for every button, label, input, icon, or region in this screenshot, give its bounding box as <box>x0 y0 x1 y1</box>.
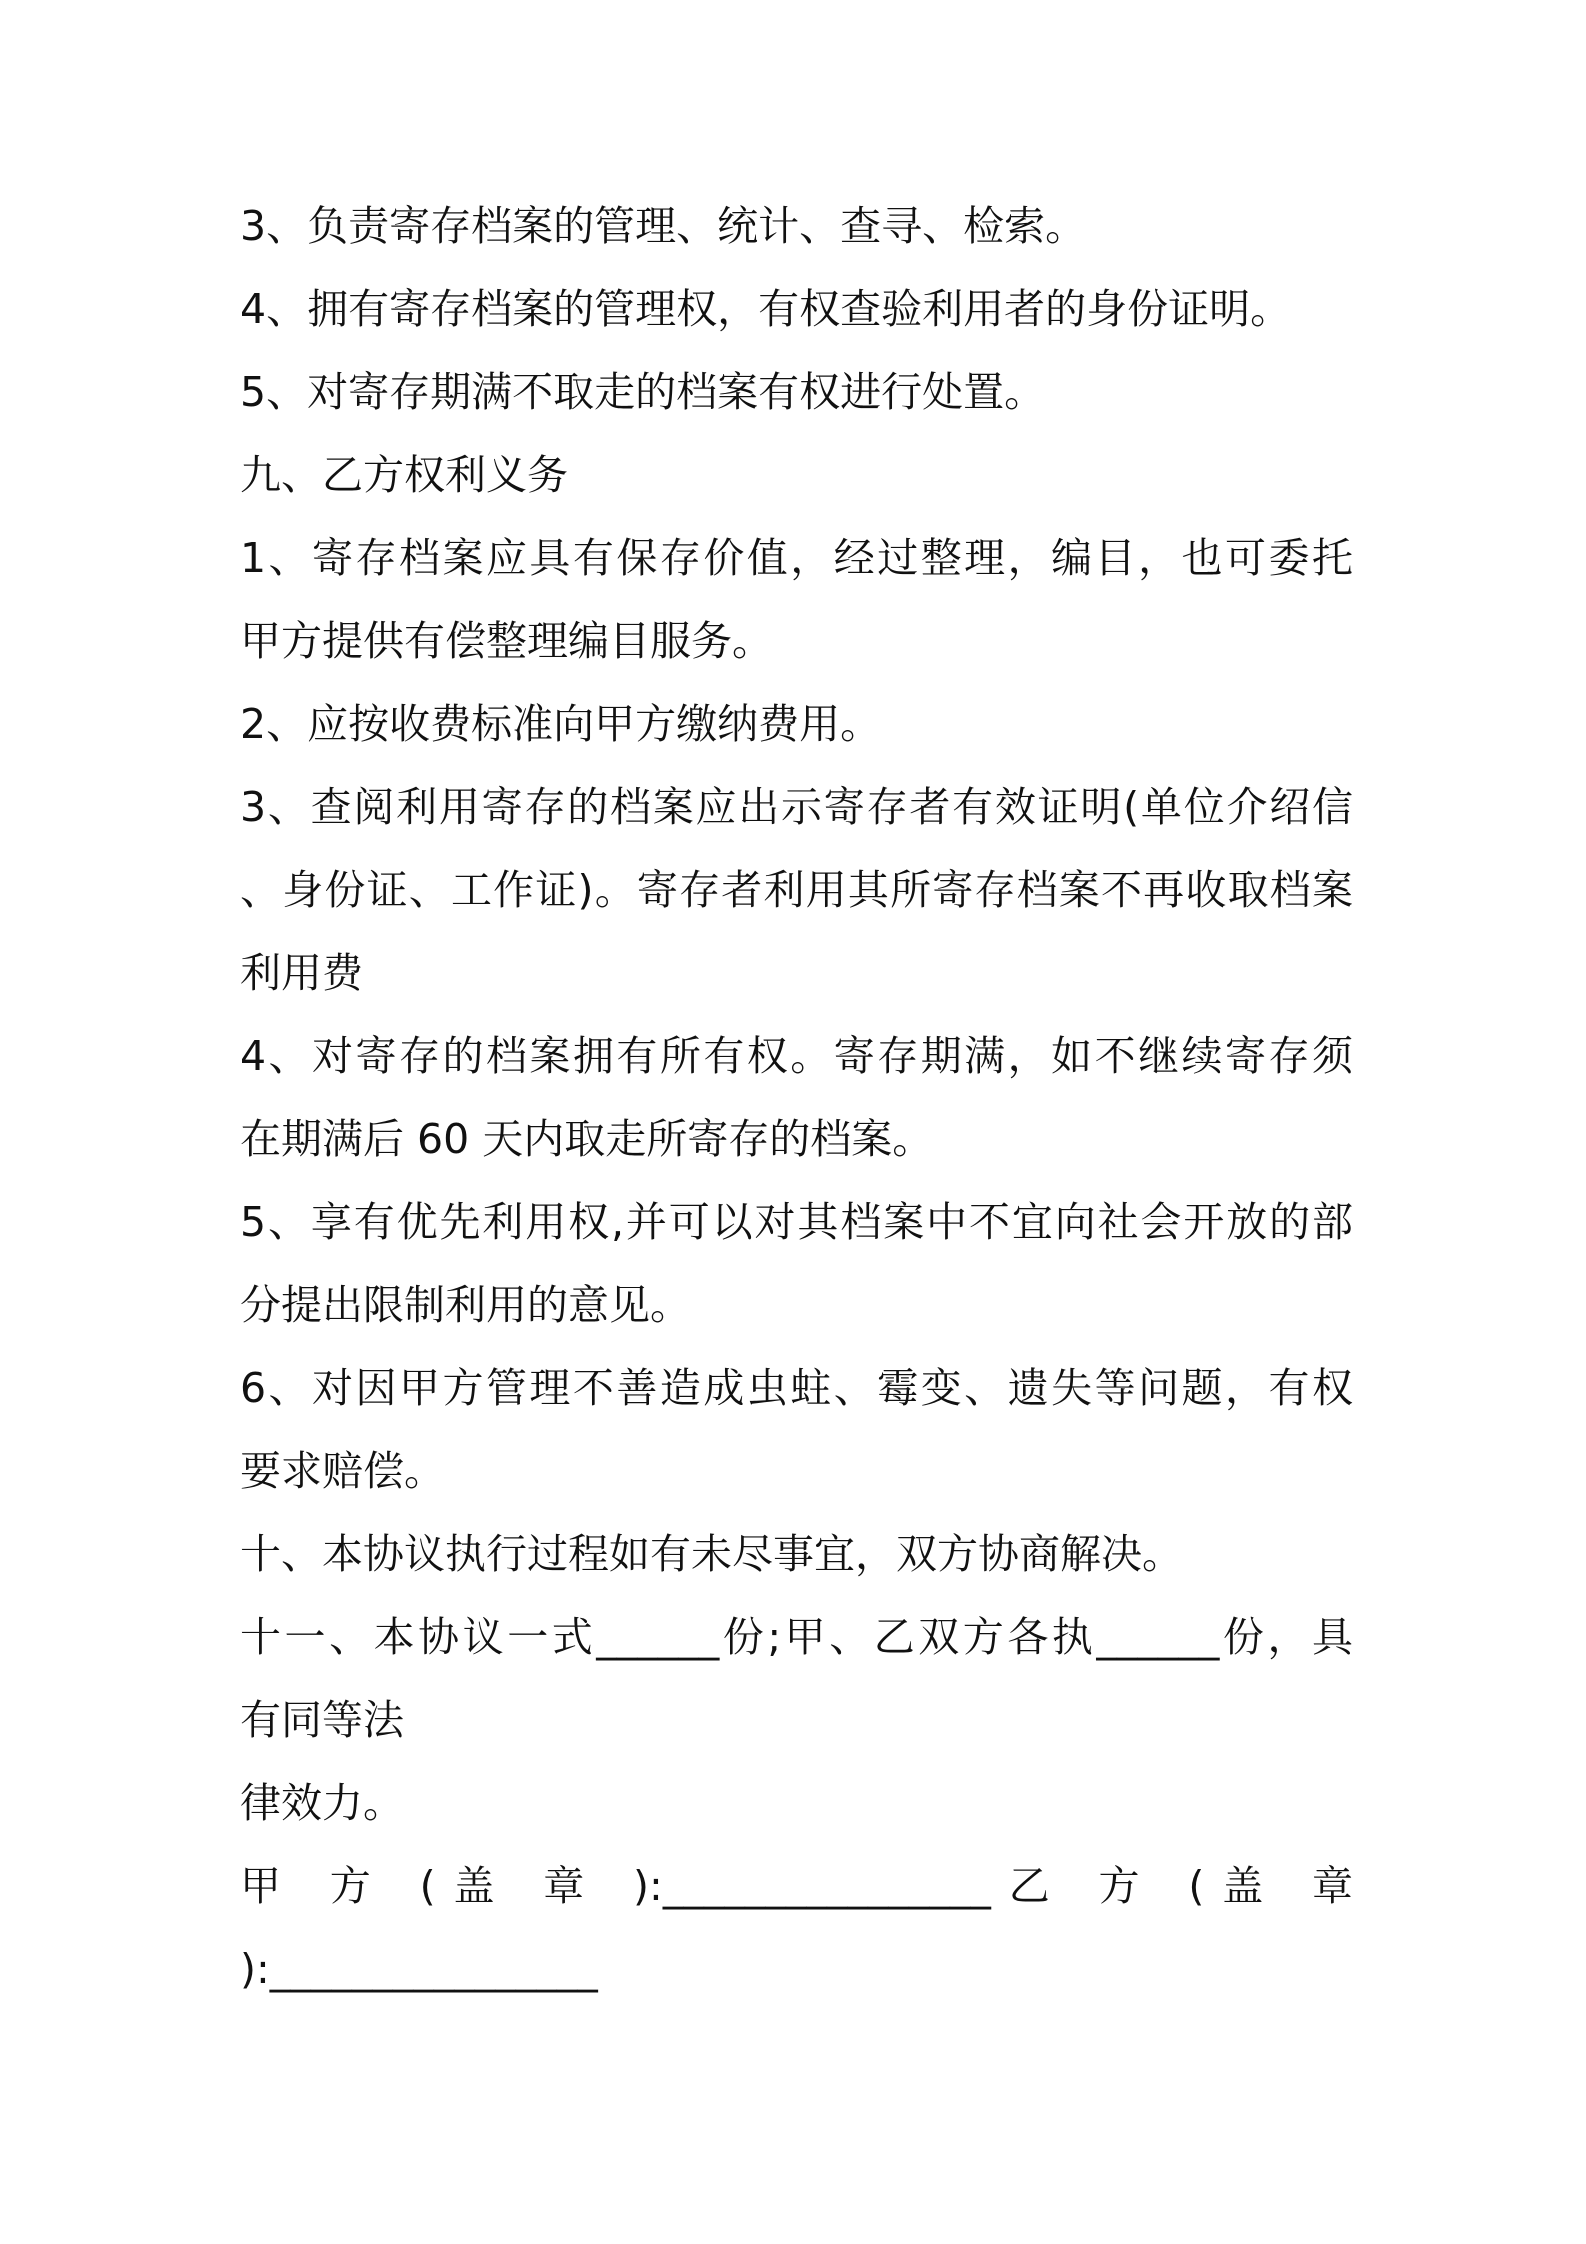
section-heading-9: 九、乙方权利义务 <box>240 451 568 499</box>
section-heading-10: 十、本协议执行过程如有未尽事宜，双方协商解决。 <box>240 1530 1183 1578</box>
text-line-20: 律效力。 <box>240 1779 404 1827</box>
text-line-11: 4、对寄存的档案拥有所有权。寄存期满，如不继续寄存须 <box>240 1032 1353 1080</box>
text-line-10: 利用费 <box>240 949 363 997</box>
text-line-9: 、身份证、工作证)。寄存者利用其所寄存档案不再收取档案 <box>240 866 1353 914</box>
text-line-3: 5、对寄存期满不取走的档案有权进行处置。 <box>240 368 1046 416</box>
signature-line-party-b: ):________________ <box>240 1945 598 1993</box>
text-line-1: 3、负责寄存档案的管理、统计、查寻、检索。 <box>240 202 1087 250</box>
text-line-8: 3、查阅利用寄存的档案应出示寄存者有效证明(单位介绍信 <box>240 783 1353 831</box>
text-line-12: 在期满后 60 天内取走所寄存的档案。 <box>240 1115 934 1163</box>
text-line-13: 5、享有优先利用权,并可以对其档案中不宜向社会开放的部 <box>240 1198 1353 1246</box>
text-line-15: 6、对因甲方管理不善造成虫蛀、霉变、遗失等问题，有权 <box>240 1364 1353 1412</box>
text-line-16: 要求赔偿。 <box>240 1447 445 1495</box>
text-line-6: 甲方提供有偿整理编目服务。 <box>240 617 773 665</box>
text-line-5: 1、寄存档案应具有保存价值，经过整理，编目，也可委托 <box>240 534 1353 582</box>
signature-line-party-a: 甲 方 (盖 章 ):________________乙 方 (盖 章 <box>240 1862 1353 1910</box>
text-line-7: 2、应按收费标准向甲方缴纳费用。 <box>240 700 882 748</box>
text-line-14: 分提出限制利用的意见。 <box>240 1281 691 1329</box>
text-line-2: 4、拥有寄存档案的管理权，有权查验利用者的身份证明。 <box>240 285 1292 333</box>
text-line-19: 有同等法 <box>240 1696 404 1744</box>
section-heading-11: 十一、本协议一式______份;甲、乙双方各执______份，具 <box>240 1613 1353 1661</box>
